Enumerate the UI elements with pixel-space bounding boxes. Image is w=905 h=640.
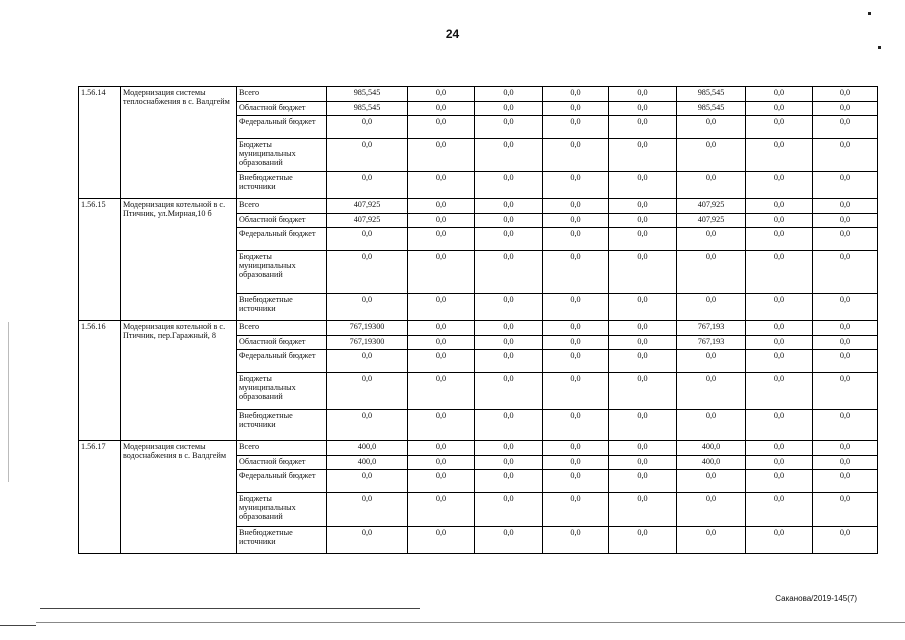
scan-mark-dot — [868, 12, 871, 15]
amount-cell: 407,925 — [677, 214, 746, 228]
amount-cell: 0,0 — [609, 199, 677, 214]
amount-cell: 0,0 — [746, 456, 813, 470]
amount-cell: 0,0 — [327, 228, 408, 251]
amount-cell: 0,0 — [327, 493, 408, 527]
amount-cell: 0,0 — [475, 321, 543, 336]
amount-cell: 0,0 — [813, 294, 878, 321]
amount-cell: 0,0 — [609, 251, 677, 294]
table-body — [79, 87, 878, 554]
amount-cell: 0,0 — [475, 228, 543, 251]
amount-cell: 0,0 — [408, 172, 475, 199]
amount-cell: 0,0 — [746, 373, 813, 410]
amount-cell: 0,0 — [746, 116, 813, 139]
amount-cell: 0,0 — [543, 493, 609, 527]
funding-source: Областной бюджет — [237, 102, 327, 116]
amount-cell: 0,0 — [408, 294, 475, 321]
funding-source: Бюджеты муниципальных образований — [237, 139, 327, 172]
funding-source: Бюджеты муниципальных образований — [237, 251, 327, 294]
table-row — [79, 441, 878, 456]
amount-cell: 0,0 — [677, 139, 746, 172]
funding-source: Федеральный бюджет — [237, 470, 327, 493]
amount-cell: 0,0 — [609, 228, 677, 251]
amount-cell: 0,0 — [543, 373, 609, 410]
amount-cell: 0,0 — [475, 294, 543, 321]
funding-source: Федеральный бюджет — [237, 228, 327, 251]
amount-cell: 0,0 — [475, 493, 543, 527]
funding-source: Федеральный бюджет — [237, 116, 327, 139]
amount-cell: 0,0 — [813, 410, 878, 441]
amount-cell: 0,0 — [475, 116, 543, 139]
amount-cell: 0,0 — [408, 116, 475, 139]
amount-cell: 0,0 — [408, 139, 475, 172]
amount-cell: 0,0 — [746, 321, 813, 336]
amount-cell: 985,545 — [677, 102, 746, 116]
footer-code: Саканова/2019-145(7) — [775, 594, 857, 603]
amount-cell: 0,0 — [677, 228, 746, 251]
amount-cell: 0,0 — [609, 456, 677, 470]
amount-cell: 0,0 — [543, 410, 609, 441]
amount-cell: 0,0 — [609, 493, 677, 527]
amount-cell: 0,0 — [408, 228, 475, 251]
amount-cell: 0,0 — [609, 527, 677, 554]
amount-cell: 0,0 — [813, 228, 878, 251]
amount-cell: 0,0 — [746, 493, 813, 527]
amount-cell: 0,0 — [327, 527, 408, 554]
amount-cell: 0,0 — [746, 87, 813, 102]
amount-cell: 0,0 — [543, 321, 609, 336]
amount-cell: 0,0 — [746, 336, 813, 350]
amount-cell: 0,0 — [746, 172, 813, 199]
funding-source: Внебюджетные источники — [237, 294, 327, 321]
amount-cell: 0,0 — [813, 336, 878, 350]
amount-cell: 0,0 — [327, 470, 408, 493]
amount-cell: 0,0 — [543, 214, 609, 228]
amount-cell: 0,0 — [746, 294, 813, 321]
amount-cell: 0,0 — [813, 350, 878, 373]
amount-cell: 0,0 — [813, 456, 878, 470]
amount-cell: 0,0 — [746, 139, 813, 172]
amount-cell: 0,0 — [609, 214, 677, 228]
project-code: 1.56.14 — [79, 87, 121, 199]
amount-cell: 0,0 — [813, 373, 878, 410]
amount-cell: 0,0 — [543, 199, 609, 214]
amount-cell: 0,0 — [813, 172, 878, 199]
amount-cell: 0,0 — [475, 87, 543, 102]
amount-cell: 0,0 — [813, 199, 878, 214]
amount-cell: 0,0 — [609, 139, 677, 172]
amount-cell: 0,0 — [813, 493, 878, 527]
amount-cell: 0,0 — [543, 456, 609, 470]
project-code: 1.56.17 — [79, 441, 121, 554]
amount-cell: 0,0 — [475, 456, 543, 470]
amount-cell: 0,0 — [408, 410, 475, 441]
funding-source: Областной бюджет — [237, 456, 327, 470]
funding-source: Бюджеты муниципальных образований — [237, 373, 327, 410]
amount-cell: 0,0 — [475, 470, 543, 493]
project-code: 1.56.16 — [79, 321, 121, 441]
amount-cell: 0,0 — [609, 294, 677, 321]
funding-source: Всего — [237, 321, 327, 336]
amount-cell: 0,0 — [813, 139, 878, 172]
amount-cell: 0,0 — [475, 373, 543, 410]
budget-table — [78, 86, 878, 554]
amount-cell: 0,0 — [609, 373, 677, 410]
page-number: 24 — [445, 27, 460, 41]
amount-cell: 0,0 — [475, 410, 543, 441]
amount-cell: 400,0 — [327, 456, 408, 470]
amount-cell: 0,0 — [327, 139, 408, 172]
funding-source: Областной бюджет — [237, 336, 327, 350]
amount-cell: 0,0 — [408, 350, 475, 373]
amount-cell: 407,925 — [327, 214, 408, 228]
amount-cell: 0,0 — [408, 373, 475, 410]
amount-cell: 0,0 — [677, 294, 746, 321]
amount-cell: 0,0 — [677, 172, 746, 199]
amount-cell: 0,0 — [327, 350, 408, 373]
amount-cell: 767,19300 — [327, 321, 408, 336]
amount-cell: 0,0 — [543, 336, 609, 350]
amount-cell: 0,0 — [408, 470, 475, 493]
funding-source: Внебюджетные источники — [237, 410, 327, 441]
table-row — [79, 321, 878, 336]
amount-cell: 0,0 — [475, 199, 543, 214]
amount-cell: 0,0 — [543, 350, 609, 373]
amount-cell: 0,0 — [746, 527, 813, 554]
amount-cell: 0,0 — [813, 214, 878, 228]
amount-cell: 0,0 — [543, 116, 609, 139]
scan-bottom-line — [36, 622, 905, 623]
amount-cell: 0,0 — [408, 336, 475, 350]
amount-cell: 0,0 — [746, 228, 813, 251]
amount-cell: 0,0 — [609, 87, 677, 102]
amount-cell: 0,0 — [813, 321, 878, 336]
amount-cell: 0,0 — [677, 527, 746, 554]
amount-cell: 0,0 — [609, 336, 677, 350]
amount-cell: 0,0 — [746, 251, 813, 294]
amount-cell: 0,0 — [746, 102, 813, 116]
amount-cell: 400,0 — [327, 441, 408, 456]
amount-cell: 0,0 — [408, 87, 475, 102]
amount-cell: 0,0 — [475, 214, 543, 228]
amount-cell: 0,0 — [813, 102, 878, 116]
amount-cell: 0,0 — [543, 102, 609, 116]
amount-cell: 0,0 — [408, 251, 475, 294]
amount-cell: 0,0 — [677, 470, 746, 493]
amount-cell: 0,0 — [543, 527, 609, 554]
amount-cell: 407,925 — [327, 199, 408, 214]
amount-cell: 0,0 — [408, 102, 475, 116]
project-name: Модернизация котельной в с. Птичник, ул.Мирная,10 б — [121, 199, 237, 321]
amount-cell: 0,0 — [475, 172, 543, 199]
project-name: Модернизация системы теплоснабжения в с. Валдгейм — [121, 87, 237, 199]
scan-bottom-line — [40, 608, 420, 609]
amount-cell: 407,925 — [677, 199, 746, 214]
amount-cell: 0,0 — [475, 527, 543, 554]
funding-source: Всего — [237, 199, 327, 214]
amount-cell: 0,0 — [408, 214, 475, 228]
amount-cell: 0,0 — [677, 350, 746, 373]
amount-cell: 0,0 — [475, 102, 543, 116]
amount-cell: 0,0 — [327, 294, 408, 321]
funding-source: Федеральный бюджет — [237, 350, 327, 373]
scan-mark-dot — [878, 46, 881, 49]
amount-cell: 0,0 — [408, 321, 475, 336]
amount-cell: 0,0 — [475, 350, 543, 373]
amount-cell: 400,0 — [677, 456, 746, 470]
amount-cell: 0,0 — [408, 493, 475, 527]
amount-cell: 0,0 — [609, 172, 677, 199]
amount-cell: 0,0 — [475, 336, 543, 350]
funding-source: Областной бюджет — [237, 214, 327, 228]
amount-cell: 0,0 — [609, 102, 677, 116]
amount-cell: 767,193 — [677, 321, 746, 336]
funding-source: Всего — [237, 441, 327, 456]
amount-cell: 0,0 — [609, 441, 677, 456]
amount-cell: 0,0 — [408, 456, 475, 470]
amount-cell: 0,0 — [543, 441, 609, 456]
amount-cell: 0,0 — [746, 470, 813, 493]
amount-cell: 767,19300 — [327, 336, 408, 350]
amount-cell: 0,0 — [327, 116, 408, 139]
amount-cell: 0,0 — [327, 251, 408, 294]
amount-cell: 0,0 — [543, 228, 609, 251]
funding-source: Внебюджетные источники — [237, 172, 327, 199]
funding-source: Внебюджетные источники — [237, 527, 327, 554]
amount-cell: 985,545 — [677, 87, 746, 102]
amount-cell: 0,0 — [543, 139, 609, 172]
amount-cell: 0,0 — [813, 87, 878, 102]
amount-cell: 0,0 — [408, 527, 475, 554]
amount-cell: 0,0 — [543, 294, 609, 321]
amount-cell: 0,0 — [475, 139, 543, 172]
amount-cell: 767,193 — [677, 336, 746, 350]
amount-cell: 985,545 — [327, 102, 408, 116]
amount-cell: 0,0 — [746, 199, 813, 214]
amount-cell: 0,0 — [813, 527, 878, 554]
table-row — [79, 87, 878, 102]
amount-cell: 400,0 — [677, 441, 746, 456]
amount-cell: 0,0 — [677, 251, 746, 294]
table-row — [79, 199, 878, 214]
amount-cell: 0,0 — [327, 373, 408, 410]
amount-cell: 0,0 — [813, 470, 878, 493]
amount-cell: 0,0 — [475, 251, 543, 294]
funding-source: Бюджеты муниципальных образований — [237, 493, 327, 527]
amount-cell: 985,545 — [327, 87, 408, 102]
amount-cell: 0,0 — [327, 172, 408, 199]
amount-cell: 0,0 — [609, 321, 677, 336]
amount-cell: 0,0 — [609, 116, 677, 139]
amount-cell: 0,0 — [408, 441, 475, 456]
amount-cell: 0,0 — [813, 116, 878, 139]
amount-cell: 0,0 — [543, 87, 609, 102]
amount-cell: 0,0 — [677, 410, 746, 441]
amount-cell: 0,0 — [677, 116, 746, 139]
amount-cell: 0,0 — [746, 441, 813, 456]
amount-cell: 0,0 — [543, 172, 609, 199]
amount-cell: 0,0 — [677, 373, 746, 410]
project-name: Модернизация котельной в с. Птичник, пер.Гаражный, 8 — [121, 321, 237, 441]
amount-cell: 0,0 — [746, 214, 813, 228]
amount-cell: 0,0 — [746, 350, 813, 373]
amount-cell: 0,0 — [813, 441, 878, 456]
amount-cell: 0,0 — [475, 441, 543, 456]
amount-cell: 0,0 — [609, 350, 677, 373]
amount-cell: 0,0 — [677, 493, 746, 527]
amount-cell: 0,0 — [609, 470, 677, 493]
scan-edge-line — [8, 322, 9, 482]
project-name: Модернизация системы водоснабжения в с. Валдгейм — [121, 441, 237, 554]
amount-cell: 0,0 — [746, 410, 813, 441]
amount-cell: 0,0 — [543, 470, 609, 493]
amount-cell: 0,0 — [327, 410, 408, 441]
project-code: 1.56.15 — [79, 199, 121, 321]
amount-cell: 0,0 — [813, 251, 878, 294]
amount-cell: 0,0 — [609, 410, 677, 441]
amount-cell: 0,0 — [408, 199, 475, 214]
scan-bottom-line — [0, 625, 36, 626]
funding-source: Всего — [237, 87, 327, 102]
amount-cell: 0,0 — [543, 251, 609, 294]
